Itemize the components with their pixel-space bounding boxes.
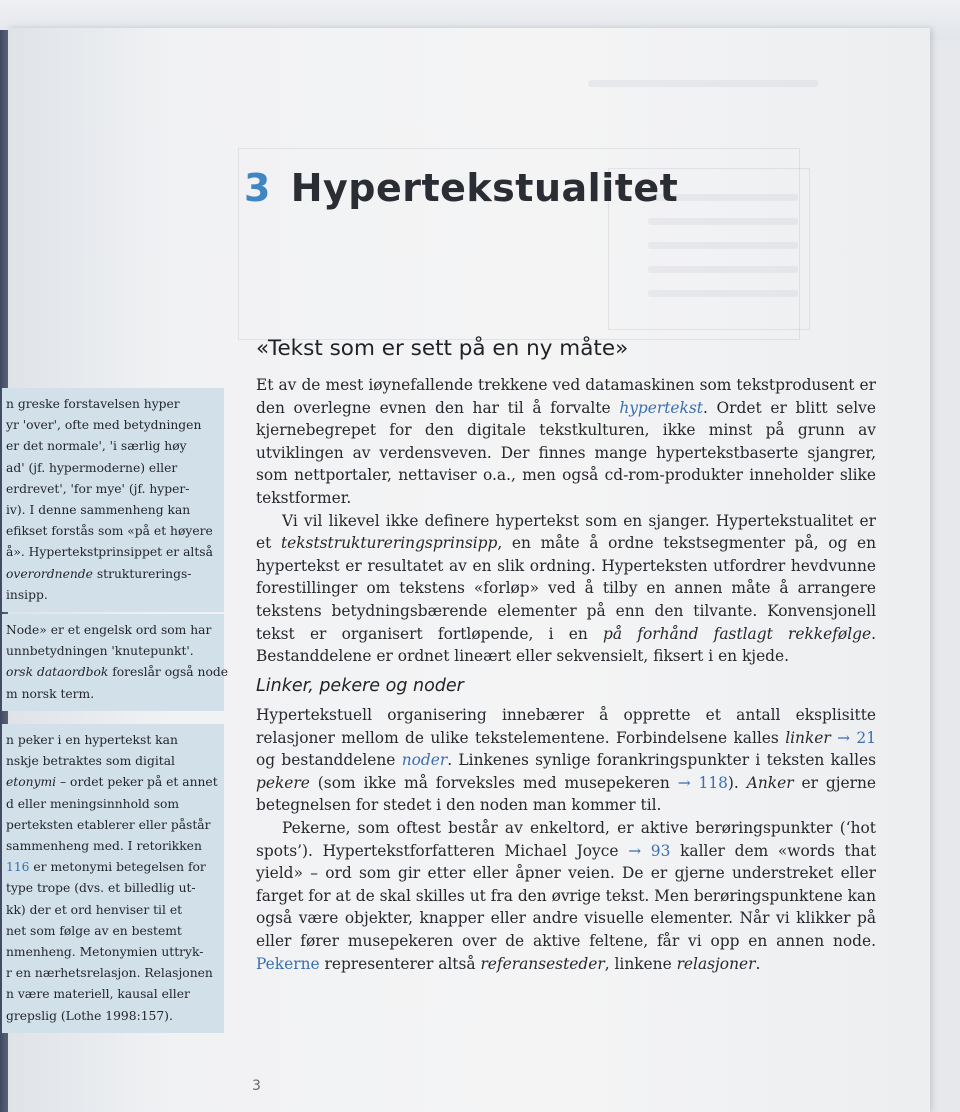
sidebar-line: n være materiell, kausal eller (6, 987, 190, 1002)
sidebar-line: grepslig (Lothe 1998:157). (6, 1008, 173, 1023)
sidebar-line (6, 857, 214, 878)
term-noder: noder (401, 751, 448, 770)
text-run: Et av de mest iøynefallende trekkene ved datamaskinen som tekstprodusent er den overlegne evnen den har til å forvalte (256, 376, 876, 417)
sidebar-line: r en nærhetsrelasjon. Relasjonen (6, 966, 213, 981)
chapter-number: 3 (244, 166, 271, 210)
sidebar-note-peker (2, 724, 224, 1033)
show-through-header (588, 80, 818, 87)
text-run: . Linkenes synlige forankringspunkter i teksten kalles (447, 751, 876, 770)
term-hypertekst: hypertekst (619, 398, 703, 417)
sidebar-note-hyper (2, 388, 224, 612)
show-through-line (648, 218, 798, 225)
cross-reference-118[interactable]: → 118 (677, 773, 728, 792)
sidebar-line: d eller meningsinnhold som (6, 796, 180, 811)
text-run: er gjerne betegnelsen for stedet i den noden man kommer til. (256, 773, 876, 815)
sidebar-line: ad' (jf. hypermoderne) eller (6, 460, 178, 475)
sidebar-line: m norsk term. (6, 686, 95, 701)
body-text-top (256, 374, 876, 668)
sidebar-line: net som følge av en bestemt (6, 923, 182, 938)
sidebar-line: unnbetydningen 'knutepunkt'. (6, 644, 194, 659)
term-pekerne: Pekerne (256, 954, 320, 973)
chapter-title-text: Hypertekstualitet (290, 166, 679, 210)
sidebar-text: – ordet peker på et annet (56, 775, 218, 790)
sidebar-line (6, 564, 214, 585)
sidebar-line: kk) der et ord henviser til et (6, 902, 183, 917)
sidebar-line: n greske forstavelsen hyper (6, 397, 180, 411)
sidebar-line: er det normale', 'i særlig høy (6, 439, 187, 454)
text-run: representerer altså (319, 954, 481, 973)
sidebar-cross-reference[interactable]: 116 (6, 860, 30, 875)
term-tekststruktureringsprinsipp: tekststruktureringsprinsipp (280, 534, 498, 553)
emphasis-rekkefolge: på forhånd fastlagt rekkefølge (603, 624, 872, 643)
book-page (8, 28, 930, 1112)
text-run: ). (727, 773, 747, 792)
term-anker: Anker (746, 773, 794, 792)
text-run: , linkene (604, 954, 677, 973)
text-run: Vi vil likevel ikke definere hypertekst som en sjanger. Hypertekstualitet er et (256, 511, 876, 553)
text-run: , en måte å ordne tekstsegmenter på, og en hypertekst er resultatet av en slik ordning. Hyperteksten utfordrer hevdvunne forestillinger om tekstens «forløp» ved å tilby en annen måte å arrangere tekstens betydningsbærende elementer på enn den tilvante. Konvensjonell tekst er organisert fortløpende, i en (256, 534, 877, 643)
sidebar-text: strukturerings- (92, 566, 192, 581)
chapter-title (244, 166, 678, 210)
paragraph-3 (256, 704, 876, 817)
sidebar-line: insipp. (6, 587, 48, 602)
text-run: kaller dem «words that yield» – ord som gir etter eller åpner veien. De er gjerne understreket eller farget for at de skal skilles ut fra den øvrige tekst. Men berøringspunktene kan også være objekter, knapper eller andre visuelle elementer. Når vi klikker på eller fører musepekeren over de aktive feltene, får vi opp en annen node. (256, 841, 877, 950)
text-run: . (755, 954, 761, 973)
sidebar-line: Node» er et engelsk ord som har (6, 623, 212, 637)
text-run: . Ordet er blitt selve kjernebegrepet for den digitale tekstkulturen, ikke minst på grunn av utviklingen av verdensveven. Der finnes mange hypertekstbaserte sjangrer, som nettportaler, nettaviser o.a., men også cd-rom-produkter inneholder slike tekstformer. (256, 398, 876, 507)
sidebar-emphasis: orsk dataordbok (6, 665, 109, 680)
term-pekere: pekere (256, 773, 310, 792)
sidebar-text: er metonymi betegelsen for (29, 860, 206, 875)
cross-reference-21[interactable]: → 21 (830, 728, 877, 747)
section-heading: «Tekst som er sett på en ny måte» (256, 336, 629, 361)
text-run: . Bestanddelene er ordnet lineært eller sekvensielt, fiksert i en kjede. (256, 624, 876, 666)
sidebar-line: yr 'over', ofte med betydningen (6, 418, 202, 433)
subheading: Linker, pekere og noder (256, 676, 464, 696)
show-through-line (648, 266, 798, 273)
text-run: (som ikke må forveksles med musepekeren (309, 773, 678, 792)
body-text-bottom (256, 704, 876, 975)
sidebar-text: foreslår også node (108, 665, 228, 680)
sidebar-emphasis: overordnende (6, 566, 93, 581)
sidebar-line: n peker i en hypertekst kan (6, 733, 178, 747)
sidebar-line: perteksten etablerer eller påstår (6, 817, 211, 832)
sidebar-emphasis: etonymi (6, 775, 57, 790)
paragraph-4 (256, 817, 876, 975)
sidebar-line: nmenheng. Metonymien uttryk- (6, 945, 204, 960)
sidebar-line: type trope (dvs. et billedlig ut- (6, 881, 196, 896)
sidebar-line: sammenheng med. I retorikken (6, 839, 202, 854)
sidebar-note-node (2, 614, 228, 711)
sidebar-line (6, 662, 228, 683)
sidebar-line: nskje betraktes som digital (6, 754, 175, 769)
term-referansesteder: referansesteder (480, 954, 605, 973)
term-linker: linker (785, 728, 831, 747)
text-run: og bestanddelene (256, 751, 402, 770)
sidebar-line: iv). I denne sammenheng kan (6, 503, 191, 518)
sidebar-line: erdrevet', 'for mye' (jf. hyper- (6, 481, 190, 496)
paragraph-2 (256, 510, 876, 668)
text-run: Pekerne, som oftest består av enkeltord, er aktive berøringspunkter (‘hot spots’). Hypertekstforfatteren Michael Joyce (256, 818, 876, 860)
show-through-line (648, 290, 798, 297)
page-number: 3 (252, 1078, 261, 1094)
show-through-line (648, 242, 798, 249)
sidebar-line: å». Hypertekstprinsippet er altså (6, 545, 213, 560)
paragraph-1 (256, 374, 876, 510)
text-run: Hypertekstuell organisering innebærer å opprette et antall eksplisitte relasjoner mellom de ulike tekstelementene. Forbindelsene kalles (256, 706, 876, 747)
sidebar-line: efikset forstås som «på et høyere (6, 524, 213, 539)
cross-reference-93[interactable]: → 93 (628, 841, 671, 860)
sidebar-line (6, 772, 218, 793)
term-relasjoner: relasjoner (676, 954, 756, 973)
